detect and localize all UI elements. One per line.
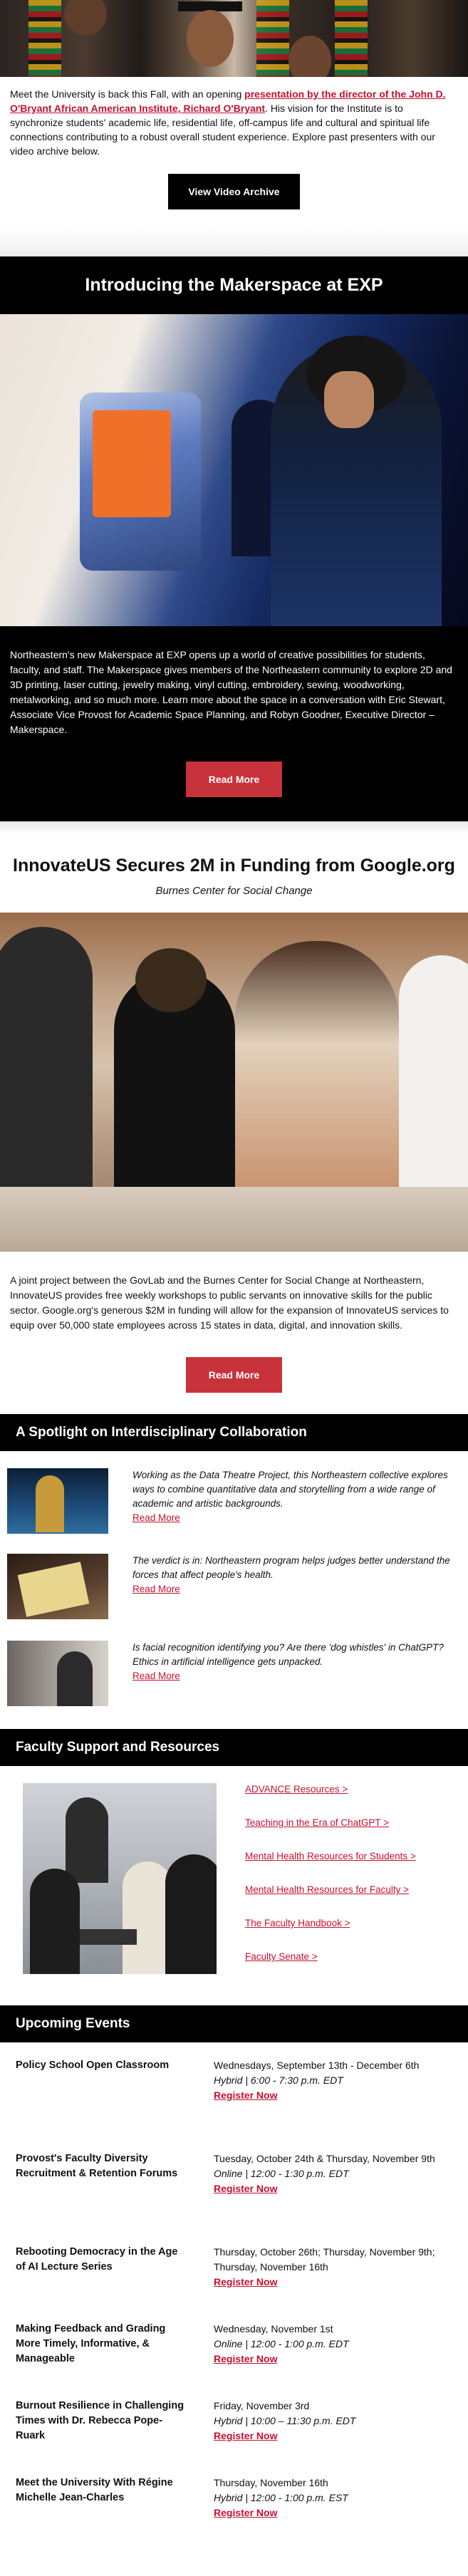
person-graphic bbox=[165, 1854, 217, 1974]
spotlight-item bbox=[0, 1538, 468, 1625]
person-graphic bbox=[399, 955, 468, 1212]
event-date: Tuesday, October 24th & Thursday, November 9th bbox=[214, 2153, 435, 2164]
kente-stole-graphic bbox=[256, 0, 289, 77]
innovateus-photo bbox=[0, 913, 468, 1252]
performer-graphic bbox=[36, 1475, 64, 1532]
event-name: Meet the University With Régine Michelle Jean-Charles bbox=[16, 2477, 173, 2503]
makerspace-body: Northeastern's new Makerspace at EXP opens up a world of creative possibilities for students, faculty, and staff. The Makerspace gives members of the Northeastern community to explore 2D and 3D printing, laser cutting, jewelry making, vinyl cutting, embroidery, sewing, woodworking, metalworking, and so much more. Learn more about the space in a conversation with Eric Stewart, Associate Vice Provost for Academic Space Planning, and Robyn Goodner, Executive Director – Makerspace. bbox=[10, 649, 452, 735]
events-list bbox=[0, 2042, 468, 2541]
spotlight-item-text: Is facial recognition identifying you? Are there 'dog whistles' in ChatGPT? Ethics in artificial intelligence gets unpacked. bbox=[132, 1642, 444, 1667]
faculty-senate-link[interactable]: Faculty Senate > bbox=[245, 1951, 318, 1962]
advance-resources-link[interactable]: ADVANCE Resources > bbox=[245, 1784, 348, 1795]
event-register-link[interactable]: Register Now bbox=[214, 2353, 278, 2364]
innovateus-body: A joint project between the GovLab and the Burnes Center for Social Change at Northeastern, InnovateUS provides free weekly workshops to public servants on innovative skills for the public sector. Google.org's generous $2M in funding will allow for the expansion of InnovateUS services to equip over 50,000 state employees across 15 states in data, digital, and innovation skills. bbox=[10, 1274, 449, 1331]
event-register-link[interactable]: Register Now bbox=[214, 2089, 278, 2101]
event-register-link[interactable]: Register Now bbox=[214, 2430, 278, 2441]
graduation-photo bbox=[0, 0, 468, 77]
makerspace-read-more-button[interactable]: Read More bbox=[186, 762, 283, 797]
event-date: Thursday, October 26th; Thursday, November 9th; Thursday, November 16th bbox=[214, 2246, 435, 2273]
spotlight-read-more-link[interactable]: Read More bbox=[132, 1671, 180, 1681]
spotlight-item bbox=[0, 1451, 468, 1538]
innovateus-subtitle: Burnes Center for Social Change bbox=[155, 885, 313, 897]
graduate-face-graphic bbox=[64, 0, 107, 36]
event-row bbox=[16, 2399, 452, 2476]
spotlight-item-text: The verdict is in: Northeastern program helps judges better understand the forces that affect people's health. bbox=[132, 1555, 450, 1580]
mental-health-students-link[interactable]: Mental Health Resources for Students > bbox=[245, 1851, 416, 1861]
event-date: Friday, November 3rd bbox=[214, 2400, 310, 2411]
faculty-group-photo bbox=[23, 1783, 217, 1974]
person-graphic bbox=[0, 927, 93, 1198]
makerspace-section bbox=[0, 256, 468, 821]
kente-stole-graphic bbox=[335, 0, 368, 77]
innovateus-title: InnovateUS Secures 2M in Funding from Google.org bbox=[13, 856, 455, 876]
event-name: Burnout Resilience in Challenging Times with Dr. Rebecca Pope-Ruark bbox=[16, 2400, 184, 2441]
event-date: Wednesday, November 1st bbox=[214, 2323, 333, 2334]
spotlight-read-more-link[interactable]: Read More bbox=[132, 1512, 180, 1523]
hair-graphic bbox=[135, 948, 207, 1012]
event-row bbox=[16, 2151, 452, 2245]
spotlight-item bbox=[0, 1625, 468, 1712]
spotlight-header: A Spotlight on Interdisciplinary Collaboration bbox=[0, 1414, 468, 1451]
graduate-face-graphic bbox=[288, 36, 331, 77]
event-date: Thursday, November 16th bbox=[214, 2477, 328, 2488]
person-graphic bbox=[30, 1869, 80, 1974]
machine-screen-graphic bbox=[93, 410, 171, 517]
speaker-graphic bbox=[57, 1651, 93, 1706]
obryant-presentation-link[interactable]: presentation by the director of the John D. O'Bryant African American Institute, Richard O'Bryant bbox=[10, 88, 446, 114]
section-divider bbox=[0, 228, 468, 256]
book-graphic bbox=[18, 1562, 90, 1616]
spotlight-list bbox=[0, 1451, 468, 1729]
face-graphic bbox=[324, 371, 374, 428]
view-video-archive-button[interactable]: View Video Archive bbox=[168, 174, 299, 209]
teaching-chatgpt-link[interactable]: Teaching in the Era of ChatGPT > bbox=[245, 1817, 389, 1828]
section-divider bbox=[0, 821, 468, 834]
data-theatre-thumbnail[interactable] bbox=[7, 1468, 108, 1534]
tablet-graphic bbox=[80, 1929, 137, 1945]
table-graphic bbox=[0, 1187, 468, 1252]
ai-ethics-thumbnail[interactable] bbox=[7, 1641, 108, 1706]
event-format: Hybrid | 6:00 - 7:30 p.m. EDT bbox=[214, 2074, 343, 2086]
event-row bbox=[16, 2245, 452, 2322]
event-format: Hybrid | 10:00 – 11:30 p.m. EDT bbox=[214, 2415, 356, 2426]
event-row bbox=[16, 2476, 452, 2534]
event-date: Wednesdays, September 13th - December 6th bbox=[214, 2060, 420, 2071]
faculty-handbook-link[interactable]: The Faculty Handbook > bbox=[245, 1918, 350, 1928]
event-name: Policy School Open Classroom bbox=[16, 2060, 170, 2071]
event-register-link[interactable]: Register Now bbox=[214, 2276, 278, 2287]
event-row bbox=[16, 2322, 452, 2399]
innovateus-section bbox=[0, 834, 468, 1414]
event-name: Rebooting Democracy in the Age of AI Lecture Series bbox=[16, 2246, 178, 2273]
makerspace-photo bbox=[0, 314, 468, 626]
faculty-support-header: Faculty Support and Resources bbox=[0, 1729, 468, 1766]
intro-paragraph bbox=[0, 77, 468, 174]
kente-stole-graphic bbox=[28, 0, 61, 77]
spotlight-item-text: Working as the Data Theatre Project, this Northeastern collective explores ways to combine quantitative data and storytelling from a wide range of academic and artistic backgrounds. bbox=[132, 1470, 448, 1509]
event-register-link[interactable]: Register Now bbox=[214, 2183, 278, 2194]
faculty-resource-links bbox=[217, 1783, 416, 1984]
makerspace-title: Introducing the Makerspace at EXP bbox=[85, 275, 383, 295]
event-format: Online | 12:00 - 1:30 p.m. EDT bbox=[214, 2168, 349, 2179]
person-graphic bbox=[235, 941, 399, 1198]
person-graphic bbox=[66, 1797, 108, 1883]
spotlight-read-more-link[interactable]: Read More bbox=[132, 1584, 180, 1594]
graduate-face-graphic bbox=[187, 10, 234, 67]
innovateus-read-more-button[interactable]: Read More bbox=[186, 1357, 283, 1393]
intro-text-after: . His vision for the Institute is to synchronize students' academic life, residential life, off-campus life and cultural and spiritual life connections contributing to a robust overall student experience. Explore past presenters with our video archive below. bbox=[10, 103, 435, 157]
event-name: Making Feedback and Grading More Timely, Informative, & Manageable bbox=[16, 2323, 166, 2364]
event-row bbox=[16, 2058, 452, 2151]
judges-program-thumbnail[interactable] bbox=[7, 1554, 108, 1619]
upcoming-events-header: Upcoming Events bbox=[0, 2005, 468, 2042]
intro-text-before: Meet the University is back this Fall, with an opening bbox=[10, 88, 245, 100]
event-format: Hybrid | 12:00 - 1:00 p.m. EST bbox=[214, 2492, 348, 2503]
event-register-link[interactable]: Register Now bbox=[214, 2507, 278, 2518]
mental-health-faculty-link[interactable]: Mental Health Resources for Faculty > bbox=[245, 1884, 409, 1895]
event-format: Online | 12:00 - 1:00 p.m. EDT bbox=[214, 2338, 349, 2349]
event-name: Provost's Faculty Diversity Recruitment & Retention Forums bbox=[16, 2153, 178, 2179]
faculty-support-section bbox=[0, 1766, 468, 2005]
